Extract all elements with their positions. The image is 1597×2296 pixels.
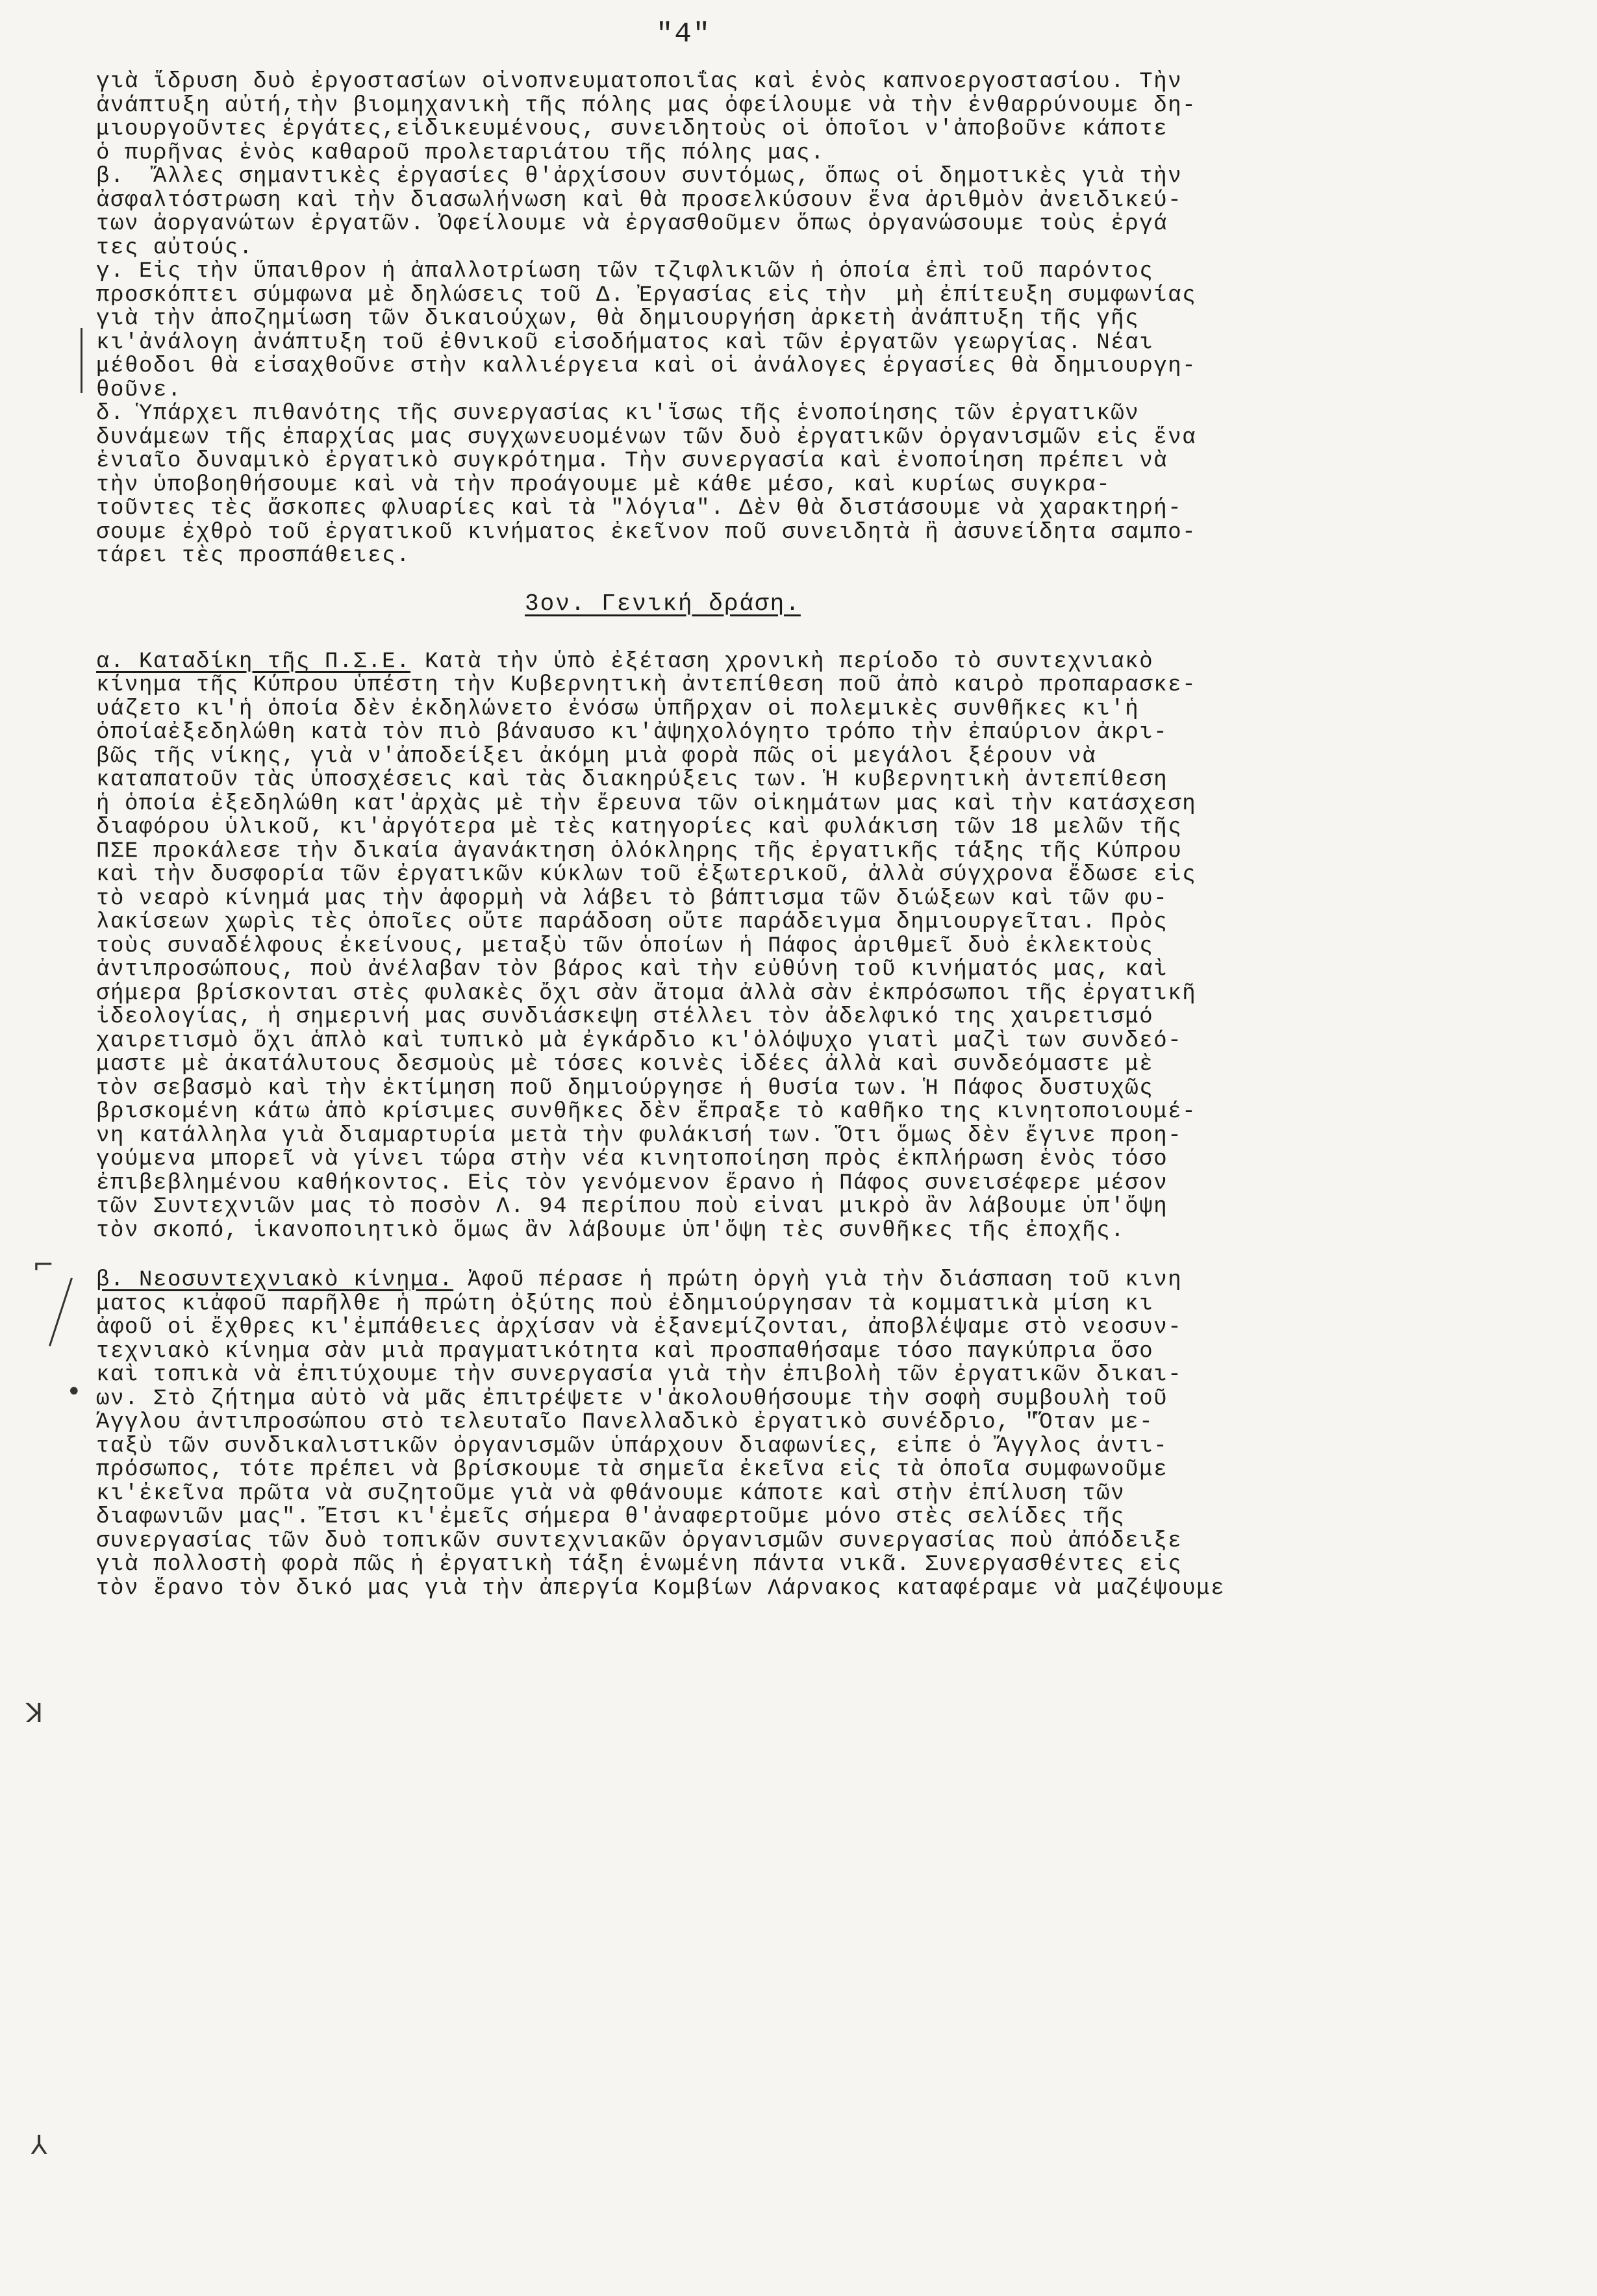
text-line: ἑνιαῖο δυναμικὸ ἐργατικὸ συγκρότημα. Τὴν συνεργασία καὶ ἑνοποίηση πρέπει νὰ	[96, 449, 1168, 473]
text-line: γιὰ πολλοστὴ φορὰ πῶς ἡ ἐργατικὴ τάξη ἑνωμένη πάντα νικᾶ. Συνεργασθέντες εἰς	[96, 1553, 1183, 1577]
text-line: δυνάμεων τῆς ἐπαρχίας μας συγχωνευομένων τῶν δυὸ ἐργατικῶν ὀργανισμῶν εἰς ἕνα	[96, 425, 1197, 449]
text-line: ἰδεολογίας, ἡ σημερινή μας συνδιάσκεψη στέλλει τὸν ἀδελφικό της χαιρετισμό	[96, 1005, 1154, 1029]
text-line: λακίσεων χωρὶς τὲς ὁποῖες οὔτε παράδοση οὔτε παράδειγμα δημιουργεῖται. Πρὸς	[96, 911, 1168, 935]
page-number: "4"	[656, 18, 712, 51]
paragraph-b	[96, 1268, 1570, 1600]
section-heading-text: 3ον. Γενική δράση.	[525, 590, 801, 617]
text-line: γούμενα μπορεῖ νὰ γίνει τώρα στὴν νέα κινητοποίηση πρὸς ἐκπλήρωση ἑνὸς τόσο	[96, 1148, 1168, 1172]
text-line: ἀφοῦ οἱ ἔχθρες κι'ἐμπάθειες ἀρχίσαν νὰ ἐξανεμίζονται, ἀποβλέψαμε στὸ νεοσυν-	[96, 1316, 1183, 1340]
text-line: ταξὺ τῶν συνδικαλιστικῶν ὀργανισμῶν ὑπάρχουν διαφωνίες, εἶπε ὁ Ἄγγλος ἀντι-	[96, 1434, 1168, 1458]
text-line: τοῦντες τὲς ἄσκοπες φλυαρίες καὶ τὰ "λόγια". Δὲν θὰ διστάσουμε νὰ χαρακτηρή-	[96, 497, 1183, 521]
paragraph-a-first-line	[96, 650, 1570, 674]
text-line: των ἀοργανώτων ἐργατῶν. Ὀφείλουμε νὰ ἐργασθοῦμεν ὅπως ὀργανώσουμε τοὺς ἐργά	[96, 212, 1168, 236]
text-line: τάρει τὲς προσπάθειες.	[96, 544, 411, 568]
text-line: Ἀφοῦ πέρασε ἡ πρώτη ὀργὴ γιὰ τὴν διάσπαση τοῦ κινη	[453, 1268, 1183, 1293]
text-line: σήμερα βρίσκονται στὲς φυλακὲς ὄχι σὰν ἄτομα ἀλλὰ σὰν ἐκπρόσωποι τῆς ἐργατικῆ	[96, 981, 1197, 1005]
text-line: πρόσωπος, τότε πρέπει νὰ βρίσκουμε τὰ σημεῖα ἐκεῖνα εἰς τὰ ὁποῖα συμφωνοῦμε	[96, 1458, 1168, 1482]
text-line: βῶς τῆς νίκης, γιὰ ν'ἀποδείξει ἀκόμη μιὰ φορὰ πῶς οἱ μεγάλοι ξέρουν νὰ	[96, 744, 1097, 768]
text-line: ἐπιβεβλημένου καθήκοντος. Εἰς τὸν γενόμενον ἔρανο ἡ Πάφος συνεισέφερε μέσον	[96, 1171, 1168, 1195]
paragraph-a-title: α. Καταδίκη τῆς Π.Σ.Ε.	[96, 650, 411, 674]
text-line: προσκόπτει σύμφωνα μὲ δηλώσεις τοῦ Δ. Ἐργασίας εἰς τὴν μὴ ἐπίτευξη συμφωνίας	[96, 283, 1197, 307]
text-line: τὸν σεβασμὸ καὶ τὴν ἐκτίμηση ποῦ δημιούργησε ἡ θυσία των. Ἡ Πάφος δυστυχῶς	[96, 1076, 1154, 1100]
text-line: τες αὐτούς.	[96, 236, 254, 260]
text-line: κι'ἐκεῖνα πρῶτα νὰ συζητοῦμε γιὰ νὰ φθάνουμε κάποτε καὶ στὴν ἐπίλυση τῶν	[96, 1482, 1125, 1506]
paragraph-a	[96, 650, 1570, 1243]
text-line: ἀνάπτυξη αὐτή,τὴν βιομηχανικὴ τῆς πόλης μας ὀφείλουμε νὰ τὴν ἐνθαρρύνουμε δη-	[96, 94, 1197, 118]
text-line: τὸν ἔρανο τὸν δικό μας γιὰ τὴν ἀπεργία Κομβίων Λάρνακος καταφέραμε νὰ μαζέψουμε	[96, 1576, 1226, 1600]
text-line: συνεργασίας τῶν δυὸ τοπικῶν συντεχνιακῶν ὀργανισμῶν συνεργασίας ποὺ ἀπόδειξε	[96, 1529, 1183, 1553]
document-body	[96, 70, 1570, 1600]
text-line: τὸν σκοπό, ἱκανοποιητικὸ ὅμως ἂν λάβουμε ὑπ'ὄψη τὲς συνθῆκες τῆς ἐποχῆς.	[96, 1218, 1125, 1243]
text-line: γ. Εἰς τὴν ὕπαιθρον ἡ ἀπαλλοτρίωση τῶν τζιφλικιῶν ἡ ὁποία ἐπὶ τοῦ παρόντος	[96, 260, 1154, 284]
text-line: Κατὰ τὴν ὑπὸ ἐξέταση χρονικὴ περίοδο τὸ συντεχνιακὸ	[410, 650, 1154, 674]
text-line: ἀντιπροσώπους, ποὺ ἀνέλαβαν τὸν βάρος καὶ τὴν εὐθύνη τοῦ κινήματός μας, καὶ	[96, 958, 1168, 982]
text-line: διαφωνιῶν μας". Ἔτσι κι'ἐμεῖς σήμερα θ'ἀναφερτοῦμε μόνο στὲς σελίδες τῆς	[96, 1506, 1125, 1530]
text-line: γιὰ τὴν ἀποζημίωση τῶν δικαιούχων, θὰ δημιουργήση ἀρκετὴ ἀνάπτυξη τῆς γῆς	[96, 307, 1140, 331]
continuation-paragraphs	[96, 70, 1570, 568]
margin-stroke-mark: ꓘ	[26, 1698, 44, 1728]
margin-vertical-rule	[81, 328, 82, 393]
text-line: χαιρετισμὸ ὄχι ἁπλὸ καὶ τυπικὸ μὰ ἐγκάρδιο κι'ὁλόψυχο γιατὶ μαζὶ των συνδεό-	[96, 1029, 1183, 1053]
text-line: ὁποίαἐξεδηλώθη κατὰ τὸν πιὸ βάναυσο κι'ἀψηχολόγητο τρόπο τὴν ἐπαύριον ἀκρι-	[96, 721, 1168, 745]
text-line: υάζετο κι'ἡ ὁποία δὲν ἐκδηλώνετο ἐνόσω ὑπῆρχαν οἱ πολεμικὲς συνθῆκες κι'ἡ	[96, 697, 1140, 721]
text-line: τὸ νεαρὸ κίνημά μας τὴν ἀφορμὴ νὰ λάβει τὸ βάπτισμα τῶν διώξεων καὶ τῶν φυ-	[96, 887, 1168, 911]
text-line: μιουργοῦντες ἐργάτες,εἰδικευμένους, συνειδητοὺς οἱ ὁποῖοι ν'ἀποβοῦνε κάποτε	[96, 118, 1168, 142]
text-line: κίνημα τῆς Κύπρου ὑπέστη τὴν Κυβερνητικὴ ἀντεπίθεση ποῦ ἀπὸ καιρὸ προπαρασκε-	[96, 674, 1197, 698]
text-line: καὶ τὴν δυσφορία τῶν ἐργατικῶν κύκλων τοῦ ἐξωτερικοῦ, ἀλλὰ σύγχρονα ἔδωσε εἰς	[96, 863, 1197, 887]
margin-slash-rule	[49, 1278, 73, 1346]
paragraph-b-title: β. Νεοσυντεχνιακὸ κίνημα.	[96, 1268, 454, 1293]
text-line: θοῦνε.	[96, 378, 182, 402]
text-line: μέθοδοι θὰ εἰσαχθοῦνε στὴν καλλιέργεια καὶ οἱ ἀνάλογες ἐργασίες θὰ δημιουργη-	[96, 355, 1197, 379]
text-line: τεχνιακὸ κίνημα σὰν μιὰ πραγματικότητα καὶ προσπαθήσαμε τόσο παγκύπρια ὅσο	[96, 1339, 1154, 1363]
margin-bullet-mark: •	[66, 1377, 82, 1407]
text-line: καταπατοῦν τὰς ὑποσχέσεις καὶ τὰς διακηρύξεις των. Ἡ κυβερνητικὴ ἀντεπίθεση	[96, 768, 1168, 792]
margin-scribble-mark: ⅄	[31, 2130, 47, 2160]
paragraph-b-first-line	[96, 1268, 1570, 1293]
text-line: τὴν ὑποβοηθήσουμε καὶ νὰ τὴν προάγουμε μὲ κάθε μέσο, καὶ κυρίως συγκρα-	[96, 473, 1111, 497]
text-line: μαστε μὲ ἀκατάλυτους δεσμοὺς μὲ τόσες κοινὲς ἰδέες ἀλλὰ καὶ συνδεόμαστε μὲ	[96, 1053, 1154, 1077]
text-line: ων. Στὸ ζήτημα αὐτὸ νὰ μᾶς ἐπιτρέψετε ν'ἀκολουθήσουμε τὴν σοφὴ συμβουλὴ τοῦ	[96, 1387, 1168, 1411]
text-line: βρισκομένη κάτω ἀπὸ κρίσιμες συνθῆκες δὲν ἔπραξε τὸ καθῆκο της κινητοποιουμέ-	[96, 1100, 1197, 1124]
text-line: ΠΣΕ προκάλεσε τὴν δικαία ἀγανάκτηση ὁλόκληρης τῆς ἐργατικῆς τάξης τῆς Κύπρου	[96, 839, 1183, 863]
text-line: ὁ πυρῆνας ἑνὸς καθαροῦ προλεταριάτου τῆς πόλης μας.	[96, 141, 825, 165]
text-line: β. Ἄλλες σημαντικὲς ἐργασίες θ'ἀρχίσουν συντόμως, ὅπως οἱ δημοτικὲς γιὰ τὴν	[96, 165, 1183, 189]
text-line: διαφόρου ὑλικοῦ, κι'ἀργότερα μὲ τὲς κατηγορίες καὶ φυλάκιση τῶν 18 μελῶν τῆς	[96, 816, 1183, 840]
text-line: τῶν Συντεχνιῶν μας τὸ ποσὸν Λ. 94 περίπου ποὺ εἶναι μικρὸ ἂν λάβουμε ὑπ'ὄψη	[96, 1195, 1168, 1219]
text-line: δ. Ὑπάρχει πιθανότης τῆς συνεργασίας κι'ἴσως τῆς ἑνοποίησης τῶν ἐργατικῶν	[96, 402, 1140, 426]
text-line: ἀσφαλτόστρωση καὶ τὴν διασωλήνωση καὶ θὰ προσελκύσουν ἕνα ἀριθμὸν ἀνειδικεύ-	[96, 188, 1183, 212]
section-heading	[96, 588, 1570, 620]
text-line: ματος κιἀφοῦ παρῆλθε ἡ πρώτη ὀξύτης ποὺ ἐδημιούργησαν τὰ κομματικὰ μίση κι	[96, 1292, 1154, 1316]
text-line: ἡ ὁποία ἐξεδηλώθη κατ'ἀρχὰς μὲ τὴν ἔρευνα τῶν οἰκημάτων μας καὶ τὴν κατάσχεση	[96, 792, 1197, 816]
text-line: νη κατάλληλα γιὰ διαμαρτυρία μετὰ τὴν φυλάκισή των. Ὅτι ὅμως δὲν ἔγινε προη-	[96, 1124, 1183, 1148]
text-line: τοὺς συναδέλφους ἐκείνους, μεταξὺ τῶν ὁποίων ἡ Πάφος ἀριθμεῖ δυὸ ἐκλεκτοὺς	[96, 934, 1154, 958]
text-line: κι'ἀνάλογη ἀνάπτυξη τοῦ ἐθνικοῦ εἰσοδήματος καὶ τῶν ἐργατῶν γεωργίας. Νέαι	[96, 331, 1154, 355]
text-line: σουμε ἐχθρὸ τοῦ ἐργατικοῦ κινήματος ἐκεῖνον ποῦ συνειδητὰ ἢ ἀσυνείδητα σαμπο-	[96, 520, 1197, 544]
margin-tick-mark: ⌐	[32, 1250, 55, 1280]
text-line: καὶ τοπικὰ νὰ ἐπιτύχουμε τὴν συνεργασία γιὰ τὴν ἐπιβολὴ τῶν ἐργατικῶν δικαι-	[96, 1363, 1183, 1387]
text-line: γιὰ ἵδρυση δυὸ ἐργοστασίων οἰνοπνευματοποιΐας καὶ ἑνὸς καπνοεργοστασίου. Τὴν	[96, 70, 1183, 94]
text-line: Ἄγγλου ἀντιπροσώπου στὸ τελευταῖο Πανελλαδικὸ ἐργατικὸ συνέδριο, "Ὅταν με-	[96, 1411, 1154, 1435]
